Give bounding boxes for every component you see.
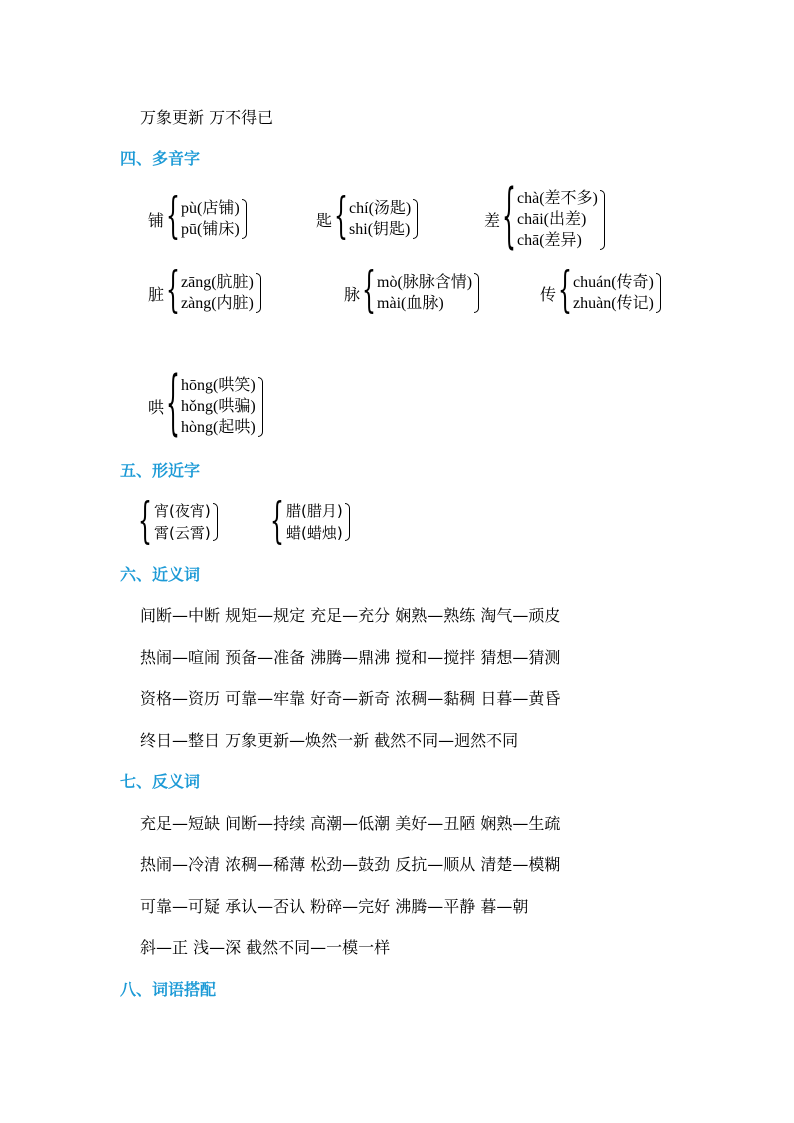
brace-right [213,503,218,541]
polyphone-reading: chà(差不多) [517,190,598,207]
polyphone-reading: pù(店铺) [181,200,240,217]
brace-right [258,377,263,437]
polyphone-reading: shi(钥匙) [349,221,411,238]
brace-right [600,190,605,250]
polyphone-reading: hòng(起哄) [181,419,256,436]
polyphone-reading: chí(汤匙) [349,200,412,217]
section-7-title: 七、反义词 [120,772,201,791]
polyphone-char: 铺 [148,210,165,230]
polyphone-char: 哄 [148,398,165,417]
similar-char-item: 霄(云霄) [154,524,211,542]
synonym-line: 资格—资历 可靠—牢靠 好奇—新奇 浓稠—黏稠 日暮—黄昏 [140,689,561,708]
polyphone-reading: zāng(肮脏) [181,274,254,291]
polyphone-reading: hǒng(哄骗) [181,398,256,415]
polyphone-reading: chāi(出差) [517,211,587,228]
brace-right [656,273,661,313]
polyphone-char: 差 [484,211,501,230]
polyphone-group-chuan: 传 { chuán(传奇) zhuàn(传记) [540,272,661,314]
antonym-line: 斜—正 浅—深 截然不同—一模一样 [140,938,391,957]
polyphone-char: 脏 [148,284,165,304]
polyphone-group-hong: 哄 { hōng(哄笑) hǒng(哄骗) hòng(起哄) [148,375,263,438]
polyphone-group-zang: 脏 { zāng(肮脏) zàng(内脏) [148,272,261,314]
polyphone-char: 匙 [316,210,333,230]
brace-right [413,199,418,239]
section-5-title: 五、形近字 [120,461,201,480]
polyphone-group-cha: 差 { chà(差不多) chāi(出差) chā(差异) [484,188,605,251]
polyphone-reading: hōng(哄笑) [181,377,256,394]
polyphone-reading: zàng(内脏) [181,295,254,312]
polyphone-group-pu: 铺 { pù(店铺) pū(铺床) [148,198,247,240]
antonym-line: 可靠—可疑 承认—否认 粉碎—完好 沸腾—平静 暮—朝 [140,897,529,916]
section-6-title: 六、近义词 [120,565,201,584]
section-8-title: 八、词语搭配 [120,980,217,999]
antonym-line: 热闹—冷清 浓稠—稀薄 松劲—鼓劲 反抗—顺从 清楚—模糊 [140,855,561,874]
top-line: 万象更新 万不得已 [140,108,274,127]
polyphone-reading: zhuàn(传记) [573,295,654,312]
similar-char-item: 宵(夜宵) [154,502,211,520]
antonym-line: 充足—短缺 间断—持续 高潮—低潮 美好—丑陋 娴熟—生疏 [140,814,561,833]
similar-char-item: 蜡(蜡烛) [286,524,343,542]
brace-right [242,199,247,239]
similar-char-pair: { 宵(夜宵) 霄(云霄) [138,500,218,544]
polyphone-reading: mài(血脉) [377,295,444,312]
polyphone-reading: chuán(传奇) [573,274,654,291]
polyphone-reading: mò(脉脉含情) [377,274,473,291]
polyphone-group-chi: 匙 { chí(汤匙) shi(钥匙) [316,198,418,240]
polyphone-char: 传 [540,284,557,304]
synonym-line: 间断—中断 规矩—规定 充足—充分 娴熟—熟练 淘气—顽皮 [140,606,561,625]
polyphone-group-mai: 脉 { mò(脉脉含情) mài(血脉) [344,272,479,314]
polyphone-reading: pū(铺床) [181,221,240,238]
similar-char-pair: { 腊(腊月) 蜡(蜡烛) [270,500,350,544]
section-4-title: 四、多音字 [120,149,201,168]
brace-right [256,273,261,313]
synonym-line: 终日—整日 万象更新—焕然一新 截然不同—迥然不同 [140,731,519,750]
polyphone-char: 脉 [344,284,361,304]
similar-char-item: 腊(腊月) [286,502,343,520]
polyphone-reading: chā(差异) [517,232,582,249]
brace-right [474,273,479,313]
synonym-line: 热闹—喧闹 预备—准备 沸腾—鼎沸 搅和—搅拌 猜想—猜测 [140,648,561,667]
brace-right [345,503,350,541]
